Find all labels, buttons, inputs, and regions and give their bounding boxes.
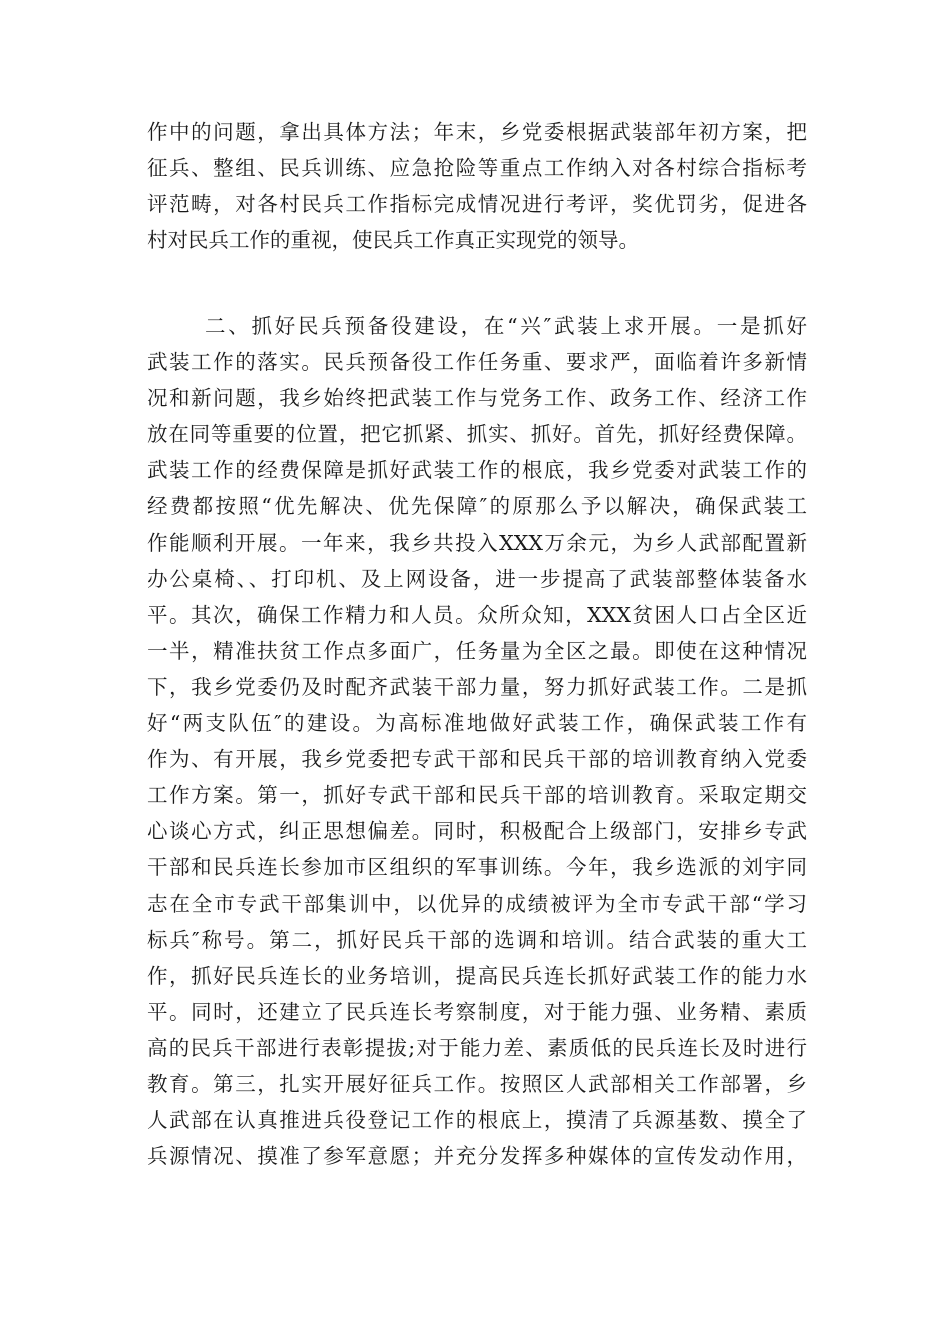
paragraph-2 <box>147 308 807 1174</box>
text-line: 一半，精准扶贫工作点多面广，任务量为全区之最。即使在这种情况 <box>147 638 807 663</box>
text-line: 经费都按照“优先解决、优先保障″的原那么予以解决，确保武装工 <box>147 494 807 519</box>
text-line: 二、抓好民兵预备役建设，在“兴″武装上求开展。一是抓好 <box>205 314 807 338</box>
text-line: 武装工作的落实。民兵预备役工作任务重、要求严，面临着许多新情 <box>147 350 807 375</box>
text-line: 放在同等重要的位置，把它抓紧、抓实、抓好。首先，抓好经费保障。 <box>147 422 807 447</box>
text-line: 办公桌椅、、打印机、及上网设备，进一步提高了武装部整体装备水 <box>147 566 807 591</box>
text-line: 高的民兵干部进行表彰提拔;对于能力差、素质低的民兵连长及时进行 <box>147 1035 807 1060</box>
text-line: 评范畴，对各村民兵工作指标完成情况进行考评，奖优罚劣，促进各 <box>147 192 807 217</box>
text-line: 人武部在认真推进兵役登记工作的根底上，摸清了兵源基数、摸全了 <box>147 1108 807 1133</box>
text-line: 武装工作的经费保障是抓好武装工作的根底，我乡党委对武装工作的 <box>147 458 807 483</box>
text-line: 村对民兵工作的重视，使民兵工作真正实现党的领导。 <box>147 228 639 253</box>
paragraph-1 <box>147 114 807 258</box>
text-line: 教育。第三，扎实开展好征兵工作。按照区人武部相关工作部署，乡 <box>147 1071 807 1096</box>
text-line: 作为、有开展，我乡党委把专武干部和民兵干部的培训教育纳入党委 <box>147 747 807 772</box>
text-line: 标兵″称号。第二，抓好民兵干部的选调和培训。结合武装的重大工 <box>147 927 807 952</box>
text-line: 况和新问题，我乡始终把武装工作与党务工作、政务工作、经济工作 <box>147 386 807 411</box>
text-line: 干部和民兵连长参加市区组织的军事训练。今年，我乡选派的刘宇同 <box>147 855 807 880</box>
text-line: 好“两支队伍″的建设。为高标准地做好武装工作，确保武装工作有 <box>147 711 807 736</box>
text-line: 兵源情况、摸准了参军意愿；并充分发挥多种媒体的宣传发动作用， <box>147 1144 807 1169</box>
text-line: 作能顺利开展。一年来，我乡共投入XXX万余元，为乡人武部配置新 <box>147 530 807 555</box>
text-line: 征兵、整组、民兵训练、应急抢险等重点工作纳入对各村综合指标考 <box>147 156 807 181</box>
text-line: 作中的问题，拿出具体方法；年末，乡党委根据武装部年初方案，把 <box>147 120 807 144</box>
text-line: 作，抓好民兵连长的业务培训，提高民兵连长抓好武装工作的能力水 <box>147 963 807 988</box>
text-line: 志在全市专武干部集训中，以优异的成绩被评为全市专武干部“学习 <box>147 891 807 916</box>
text-line: 平。其次，确保工作精力和人员。众所众知，XXX贫困人口占全区近 <box>147 602 807 627</box>
text-line: 工作方案。第一，抓好专武干部和民兵干部的培训教育。采取定期交 <box>147 783 807 808</box>
text-line: 平。同时，还建立了民兵连长考察制度，对于能力强、业务精、素质 <box>147 999 807 1024</box>
text-line: 下，我乡党委仍及时配齐武装干部力量，努力抓好武装工作。二是抓 <box>147 674 807 699</box>
text-line: 心谈心方式，纠正思想偏差。同时，积极配合上级部门，安排乡专武 <box>147 819 807 844</box>
